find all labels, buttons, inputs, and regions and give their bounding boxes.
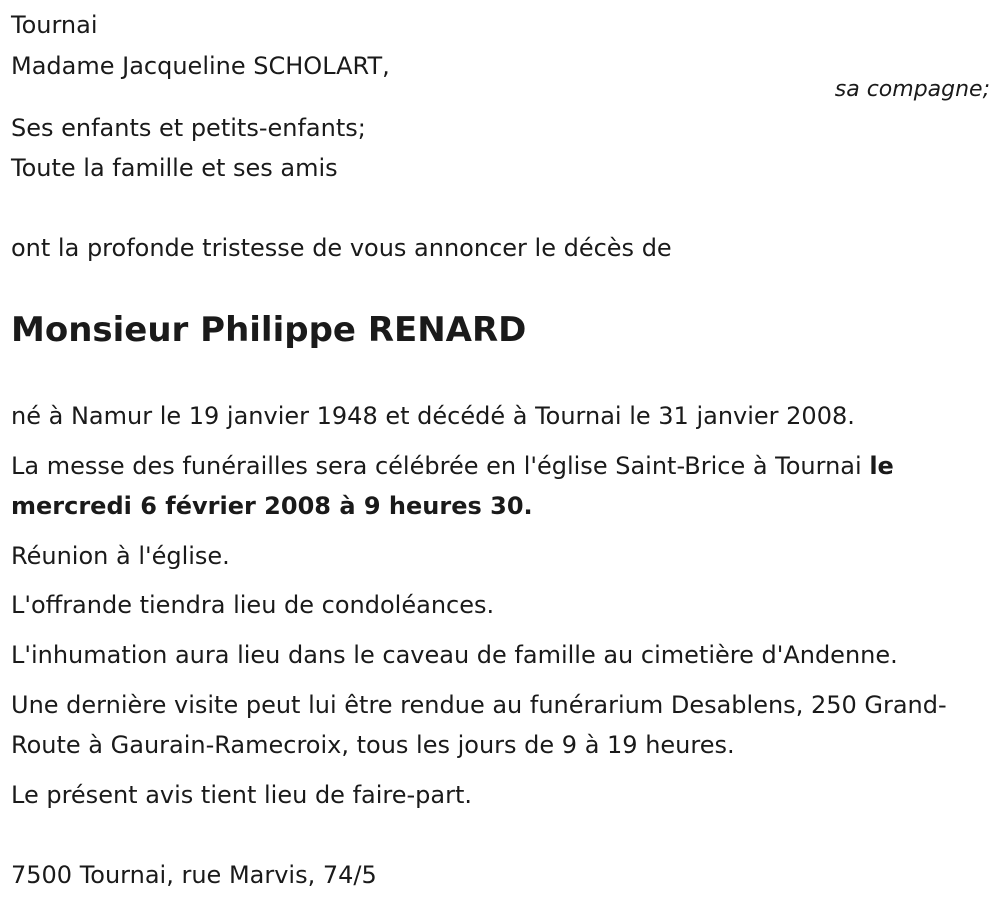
birth-death-line: né à Namur le 19 janvier 1948 et décédé à Tournai le 31 janvier 2008. (11, 402, 855, 430)
mass-date: le mercredi 6 février 2008 à 9 heures 30. (11, 452, 894, 520)
spouse-name: Madame Jacqueline SCHOLART, (11, 52, 390, 80)
mass-paragraph (11, 446, 996, 526)
deceased-name: Monsieur Philippe RENARD (11, 310, 527, 350)
notice-line: Le présent avis tient lieu de faire-part. (11, 781, 473, 809)
children-line: Ses enfants et petits-enfants; (11, 114, 366, 142)
spouse-role: sa compagne; (834, 77, 990, 102)
header-city: Tournai (11, 11, 98, 39)
family-line: Toute la famille et ses amis (11, 154, 338, 182)
footer-address: 7500 Tournai, rue Marvis, 74/5 (11, 861, 377, 889)
burial-line: L'inhumation aura lieu dans le caveau de famille au cimetière d'Andenne. (11, 641, 898, 669)
announcement-intro: ont la profonde tristesse de vous annoncer le décès de (11, 234, 672, 262)
meeting-line: Réunion à l'église. (11, 542, 230, 570)
mass-text: La messe des funérailles sera célébrée en l'église Saint-Brice à Tournai (11, 452, 870, 480)
offering-line: L'offrande tiendra lieu de condoléances. (11, 591, 495, 619)
visit-paragraph: Une dernière visite peut lui être rendue au funérarium Desablens, 250 Grand-Route à Gaurain-Ramecroix, tous les jours de 9 à 19 heures. (11, 691, 947, 759)
